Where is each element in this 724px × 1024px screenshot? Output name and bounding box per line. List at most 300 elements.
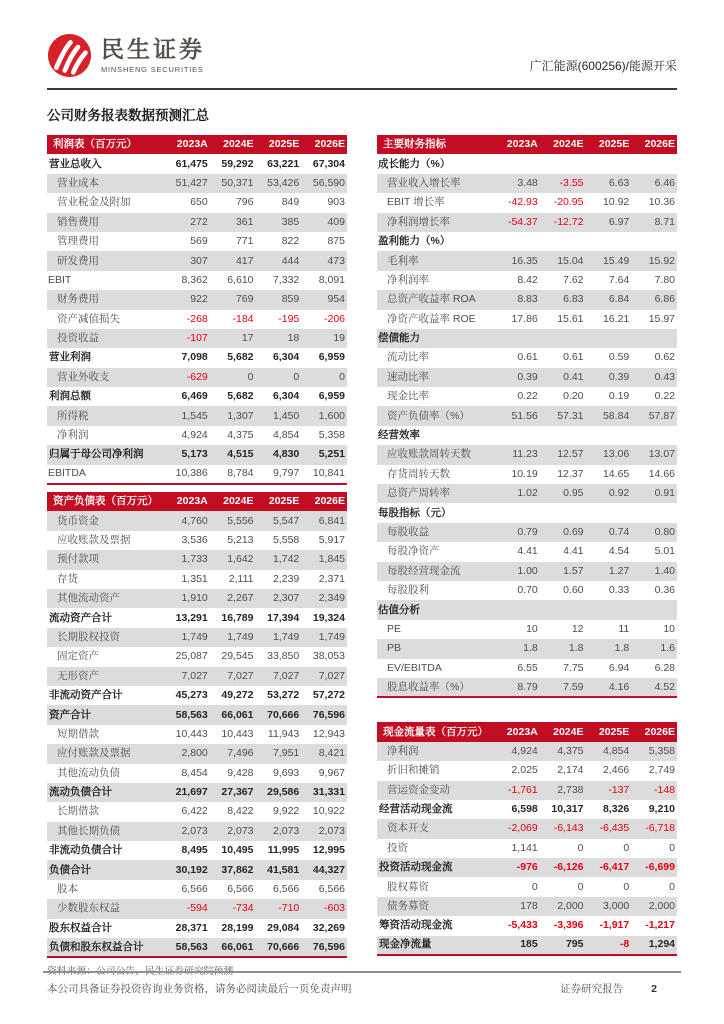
row-label: 存货 — [57, 572, 78, 585]
row-value: 14.66 — [648, 467, 675, 480]
row-value: 795 — [565, 938, 584, 951]
row-value: 8,362 — [181, 273, 208, 286]
row-value: 70,666 — [267, 940, 300, 953]
row-value: 17 — [241, 332, 254, 345]
row-value: 6.28 — [654, 661, 675, 674]
row-value: 1.27 — [608, 564, 630, 577]
row-value: 51,427 — [175, 176, 208, 189]
row-label: 流动资产合计 — [49, 611, 112, 624]
row-value: 7,951 — [272, 747, 300, 760]
row-value: 76,596 — [312, 940, 345, 953]
table-row — [47, 725, 347, 744]
row-value: -20.95 — [553, 196, 584, 209]
row-value: -629 — [186, 370, 208, 383]
year-column-header: 2026E — [301, 135, 347, 154]
table-row — [377, 503, 677, 522]
row-label: 非流动负债合计 — [49, 844, 123, 857]
row-value: 1,742 — [272, 553, 300, 566]
row-label: 投资收益 — [57, 332, 99, 345]
row-value: 28,199 — [221, 921, 254, 934]
row-value: 30,192 — [175, 863, 208, 876]
table-row — [47, 608, 347, 627]
row-value: 9,967 — [318, 766, 345, 779]
row-value: 70,666 — [267, 708, 300, 721]
table-title: 资产负债表（百万元） — [47, 492, 164, 511]
table-row — [377, 232, 677, 251]
row-value: 66,061 — [221, 940, 254, 953]
table-title: 现金流量表（百万元） — [377, 722, 494, 741]
row-value: 3,536 — [181, 534, 208, 546]
table-row — [377, 368, 677, 387]
row-value — [631, 329, 677, 348]
row-value: 27,367 — [221, 786, 254, 799]
row-value: 4,830 — [272, 448, 300, 461]
row-value: 15.92 — [648, 254, 675, 267]
row-label: 总资产收益率 ROA — [387, 293, 476, 306]
table-header-row — [377, 722, 677, 741]
row-label: 应付账款及票据 — [57, 747, 131, 760]
cash-flow-table — [377, 722, 677, 956]
row-value: 13.06 — [602, 448, 630, 461]
row-value: 17.86 — [511, 312, 538, 325]
row-value — [631, 600, 677, 619]
row-value: 51.56 — [511, 409, 538, 422]
row-value: 0 — [577, 880, 584, 893]
table-row — [47, 919, 347, 938]
row-value — [540, 329, 586, 348]
row-value: 7,098 — [181, 351, 208, 364]
row-value: 25,087 — [175, 650, 208, 663]
row-value: -1,761 — [507, 783, 538, 796]
row-value: 19 — [333, 332, 345, 345]
header-divider — [47, 88, 677, 90]
row-value: 17,394 — [267, 611, 300, 624]
row-value: 76,596 — [312, 708, 345, 721]
row-value: 1,294 — [648, 938, 675, 951]
table-row — [377, 465, 677, 484]
row-value: 67,304 — [312, 157, 345, 170]
table-row — [47, 193, 347, 212]
row-value: 10 — [526, 622, 538, 635]
row-value — [586, 154, 632, 173]
row-label: 股本 — [57, 883, 78, 896]
row-value: 2,267 — [227, 592, 254, 605]
row-label: 投资活动现金流 — [379, 861, 453, 874]
row-label: 其他流动资产 — [57, 592, 120, 605]
row-value: 10,495 — [221, 844, 254, 857]
row-value: 2,307 — [272, 592, 300, 605]
table-row — [377, 310, 677, 329]
row-value: 2,349 — [318, 592, 345, 605]
table-row — [377, 329, 677, 348]
row-value: 6.63 — [608, 176, 630, 189]
row-value: 5,917 — [318, 534, 345, 546]
table-row — [377, 781, 677, 800]
table-row — [47, 822, 347, 841]
row-label: 少数股东权益 — [57, 902, 120, 915]
row-value: 1,141 — [511, 841, 538, 854]
row-value: 7,027 — [181, 669, 208, 682]
row-value: 0.20 — [563, 390, 584, 403]
year-column-header: 2024E — [540, 722, 586, 741]
row-value: 0.43 — [654, 370, 675, 383]
table-row — [47, 531, 347, 550]
row-value: 10,317 — [551, 803, 584, 816]
row-label: 股息收益率（%） — [387, 680, 470, 693]
row-value: 7.80 — [654, 273, 675, 286]
row-value: 21,697 — [175, 786, 208, 799]
row-value: 15.04 — [557, 254, 584, 267]
report-footer — [47, 981, 677, 996]
table-row — [47, 783, 347, 802]
table-row — [47, 406, 347, 425]
row-value: 5,251 — [318, 448, 345, 461]
row-value: 875 — [327, 235, 345, 248]
year-column-header: 2024E — [540, 135, 586, 154]
minsheng-logo-icon — [47, 33, 92, 78]
row-value: 57.87 — [648, 409, 675, 422]
row-value: 6,304 — [272, 390, 300, 403]
row-label: 营业成本 — [57, 176, 99, 189]
row-value: 2,239 — [272, 572, 300, 585]
row-label: 资产合计 — [49, 708, 91, 721]
row-value: -6,718 — [645, 822, 675, 835]
row-value: -8 — [619, 938, 630, 951]
source-note: 资料来源：公司公告、民生证券研究院预测 — [47, 966, 234, 978]
page-number: 2 — [651, 982, 657, 995]
table-row — [47, 744, 347, 763]
row-value: 8,495 — [181, 844, 208, 857]
row-value: 954 — [327, 293, 345, 306]
row-value: 9,693 — [272, 766, 300, 779]
row-value: 13.07 — [648, 448, 675, 461]
row-label: 营业收入增长率 — [387, 176, 461, 189]
row-value: 0 — [247, 370, 254, 383]
report-header — [47, 0, 677, 78]
row-value — [631, 232, 677, 251]
table-row — [47, 647, 347, 666]
row-value: 56,590 — [312, 176, 345, 189]
row-value: 5,358 — [648, 744, 675, 757]
table-row — [377, 800, 677, 819]
row-value: 4,375 — [227, 429, 254, 442]
row-value: 15.97 — [648, 312, 675, 325]
row-label: 长期借款 — [57, 805, 99, 818]
row-label: EBIT — [48, 273, 72, 286]
footer-report-type: 证券研究报告 — [560, 983, 624, 995]
row-value: -6,699 — [645, 861, 675, 874]
right-column — [377, 135, 677, 956]
row-label: 利润总额 — [49, 390, 91, 403]
table-row — [377, 523, 677, 542]
row-label: 研发费用 — [57, 254, 99, 267]
row-value: 2,800 — [181, 747, 208, 760]
row-label: 投资 — [387, 841, 408, 854]
row-value: 822 — [281, 235, 300, 248]
table-row — [377, 916, 677, 935]
row-label: 毛利率 — [387, 254, 419, 267]
table-row — [377, 562, 677, 581]
row-label: EBIT 增长率 — [387, 196, 445, 209]
row-value: 2,025 — [511, 764, 538, 777]
table-row — [377, 761, 677, 780]
row-value: 12.57 — [557, 448, 584, 461]
row-value — [586, 600, 632, 619]
row-value: 178 — [520, 900, 538, 913]
row-value: 9,922 — [272, 805, 300, 818]
row-value: 5,358 — [318, 429, 345, 442]
row-value: 1,749 — [181, 630, 208, 643]
table-row — [47, 426, 347, 445]
row-value: 0.60 — [563, 584, 584, 597]
row-value: 0.22 — [517, 390, 538, 403]
row-label: 无形资产 — [57, 669, 99, 682]
row-value: -6,435 — [599, 822, 630, 835]
row-value: 0 — [339, 370, 345, 383]
row-value: 859 — [281, 293, 300, 306]
table-row — [377, 213, 677, 232]
row-value: 63,221 — [267, 157, 300, 170]
table-row — [377, 193, 677, 212]
row-value: 569 — [190, 235, 208, 248]
row-value: -603 — [323, 902, 345, 915]
row-value: 4,924 — [511, 744, 538, 757]
row-label: 营业利润 — [49, 351, 91, 364]
row-label: 营业税金及附加 — [57, 196, 131, 209]
row-value: 444 — [281, 254, 300, 267]
row-value: 4,515 — [227, 448, 254, 461]
row-label: 盈利能力（%） — [378, 235, 451, 248]
row-value: 1,845 — [318, 553, 345, 566]
row-value: 12.37 — [557, 467, 584, 480]
row-label: 每股经营现金流 — [387, 564, 461, 577]
table-row — [377, 639, 677, 658]
row-value — [540, 154, 586, 173]
row-label: EV/EBITDA — [387, 661, 442, 674]
row-value: 0.61 — [517, 351, 538, 364]
row-value: 6,566 — [272, 883, 300, 896]
page-title: 公司财务报表数据预测汇总 — [47, 108, 209, 123]
logo-text — [101, 37, 205, 73]
row-value: 16.21 — [602, 312, 630, 325]
row-label: 所得税 — [57, 409, 89, 422]
table-row — [47, 667, 347, 686]
left-column — [47, 135, 347, 977]
row-label: 现金比率 — [387, 390, 429, 403]
row-value: 1.8 — [523, 642, 538, 655]
row-value: 8.42 — [517, 273, 538, 286]
table-row — [47, 368, 347, 387]
table-row — [47, 271, 347, 290]
row-value: 6.46 — [654, 176, 675, 189]
row-value: 6,598 — [511, 803, 538, 816]
row-value: 7.64 — [608, 273, 630, 286]
row-value: 5,558 — [272, 534, 300, 546]
row-value: 59,292 — [221, 157, 254, 170]
row-label: 估值分析 — [378, 603, 420, 616]
row-label: 股权募资 — [387, 880, 429, 893]
row-value — [540, 426, 586, 445]
row-value: 6,959 — [318, 390, 345, 403]
row-value: 8.79 — [517, 680, 538, 693]
row-value: 2,073 — [318, 824, 345, 837]
row-value: 28,371 — [175, 921, 208, 934]
row-value: 5,173 — [181, 448, 208, 461]
row-value — [586, 329, 632, 348]
row-value: 2,000 — [557, 900, 584, 913]
row-value: -12.72 — [553, 215, 584, 228]
income-statement-section — [47, 135, 347, 485]
row-value: -206 — [323, 312, 345, 325]
table-row — [47, 329, 347, 348]
row-value: 1,307 — [227, 409, 254, 422]
table-row — [47, 387, 347, 406]
table-row — [47, 251, 347, 270]
table-row — [377, 251, 677, 270]
row-value: 7,027 — [318, 669, 345, 682]
table-columns — [47, 135, 677, 977]
key-indicators-section — [377, 135, 677, 698]
row-value: 14.65 — [602, 467, 630, 480]
row-value: 41,581 — [267, 863, 300, 876]
row-label: 应收账款及票据 — [57, 534, 131, 546]
minsheng-logo — [47, 33, 205, 78]
row-value: 6,841 — [318, 514, 345, 527]
row-value: 769 — [235, 293, 254, 306]
row-value: 0.41 — [563, 370, 584, 383]
income-statement-table — [47, 135, 347, 485]
row-value: 7,332 — [272, 273, 300, 286]
row-value: 1.02 — [517, 487, 538, 500]
footer-disclaimer: 本公司具备证券投资咨询业务资格，请务必阅读最后一页免责声明 — [47, 983, 352, 995]
row-value — [631, 426, 677, 445]
row-value: 8.71 — [654, 215, 675, 228]
row-value: -195 — [278, 312, 300, 325]
row-value: -137 — [608, 783, 630, 796]
year-column-header: 2024E — [210, 492, 256, 511]
row-value: 45,273 — [175, 689, 208, 702]
row-value: 2,371 — [318, 572, 345, 585]
row-value: 0 — [669, 880, 675, 893]
row-value: 3.48 — [517, 176, 538, 189]
table-row — [47, 938, 347, 957]
table-row — [47, 154, 347, 173]
row-value: 409 — [327, 215, 345, 228]
row-value: 385 — [281, 215, 300, 228]
row-value: 18 — [287, 332, 300, 345]
row-value: 5,213 — [227, 534, 254, 546]
row-value: 0.33 — [608, 584, 630, 597]
row-value: 6,422 — [181, 805, 208, 818]
row-value: 0.70 — [517, 584, 538, 597]
row-value: 903 — [327, 196, 345, 209]
row-value: 9,210 — [648, 803, 675, 816]
year-column-header: 2023A — [164, 492, 210, 511]
year-column-header: 2023A — [164, 135, 210, 154]
row-value: 12 — [571, 622, 584, 635]
table-row — [47, 705, 347, 724]
logo-name-cn: 民生证券 — [101, 36, 205, 63]
row-value: 796 — [235, 196, 254, 209]
row-label: 资产负债率（%） — [387, 409, 470, 422]
row-value: 16,789 — [221, 611, 254, 624]
row-value: 16.35 — [511, 254, 538, 267]
table-row — [377, 936, 677, 955]
row-value: 7.75 — [563, 661, 584, 674]
row-value: 0.92 — [608, 487, 630, 500]
row-label: 流动比率 — [387, 351, 429, 364]
row-value: 4.16 — [608, 680, 630, 693]
row-value: 0 — [531, 880, 538, 893]
row-value: -710 — [278, 902, 300, 915]
row-value: 473 — [327, 254, 345, 267]
row-value: 0.39 — [608, 370, 630, 383]
row-value: 0.95 — [563, 487, 584, 500]
year-column-header: 2026E — [301, 492, 347, 511]
table-row — [47, 570, 347, 589]
row-value: 50,371 — [221, 176, 254, 189]
row-label: 成长能力（%） — [378, 157, 451, 170]
table-row — [377, 858, 677, 877]
year-column-header: 2026E — [631, 722, 677, 741]
row-value: 0 — [577, 841, 584, 854]
row-value: 6,959 — [318, 351, 345, 364]
row-value: 8,326 — [602, 803, 630, 816]
row-label: 营业外收支 — [57, 370, 110, 383]
row-value: 0.62 — [654, 351, 675, 364]
row-value: 11 — [618, 622, 630, 635]
table-row — [377, 484, 677, 503]
row-label: 净利润增长率 — [387, 215, 450, 228]
row-value: -1,917 — [599, 919, 630, 932]
row-value: 1,351 — [181, 572, 208, 585]
row-value: 9,428 — [227, 766, 254, 779]
row-value: 0.59 — [608, 351, 630, 364]
table-row — [377, 877, 677, 896]
row-value: 1,749 — [227, 630, 254, 643]
table-row — [377, 290, 677, 309]
row-value: 7,027 — [272, 669, 300, 682]
row-value: 4,854 — [272, 429, 300, 442]
row-value: 32,269 — [312, 921, 345, 934]
row-label: 固定资产 — [57, 650, 99, 663]
row-value: 29,545 — [221, 650, 254, 663]
row-value: 650 — [190, 196, 208, 209]
row-value — [494, 154, 540, 173]
row-value: 4,854 — [602, 744, 630, 757]
row-value: 8,784 — [227, 467, 254, 480]
row-label: 资产减值损失 — [57, 312, 120, 325]
row-value: -3,396 — [553, 919, 584, 932]
row-label: 股东权益合计 — [49, 921, 112, 934]
row-label: 其他流动负债 — [57, 766, 120, 779]
row-value: 1,910 — [181, 592, 208, 605]
row-label: 净利润 — [57, 429, 89, 442]
row-value: 6.84 — [608, 293, 630, 306]
row-value: 2,466 — [602, 764, 630, 777]
table-row — [377, 387, 677, 406]
row-value: 2,749 — [648, 764, 675, 777]
row-label: 非流动资产合计 — [49, 689, 123, 702]
row-value: -3.55 — [559, 176, 584, 189]
row-label: 预付款项 — [57, 553, 99, 566]
row-value: 2,073 — [181, 824, 208, 837]
row-label: 每股股利 — [387, 584, 429, 597]
row-value: 19,324 — [312, 611, 345, 624]
row-value: 15.61 — [557, 312, 584, 325]
row-value: -6,126 — [553, 861, 584, 874]
row-value: 6.55 — [517, 661, 538, 674]
